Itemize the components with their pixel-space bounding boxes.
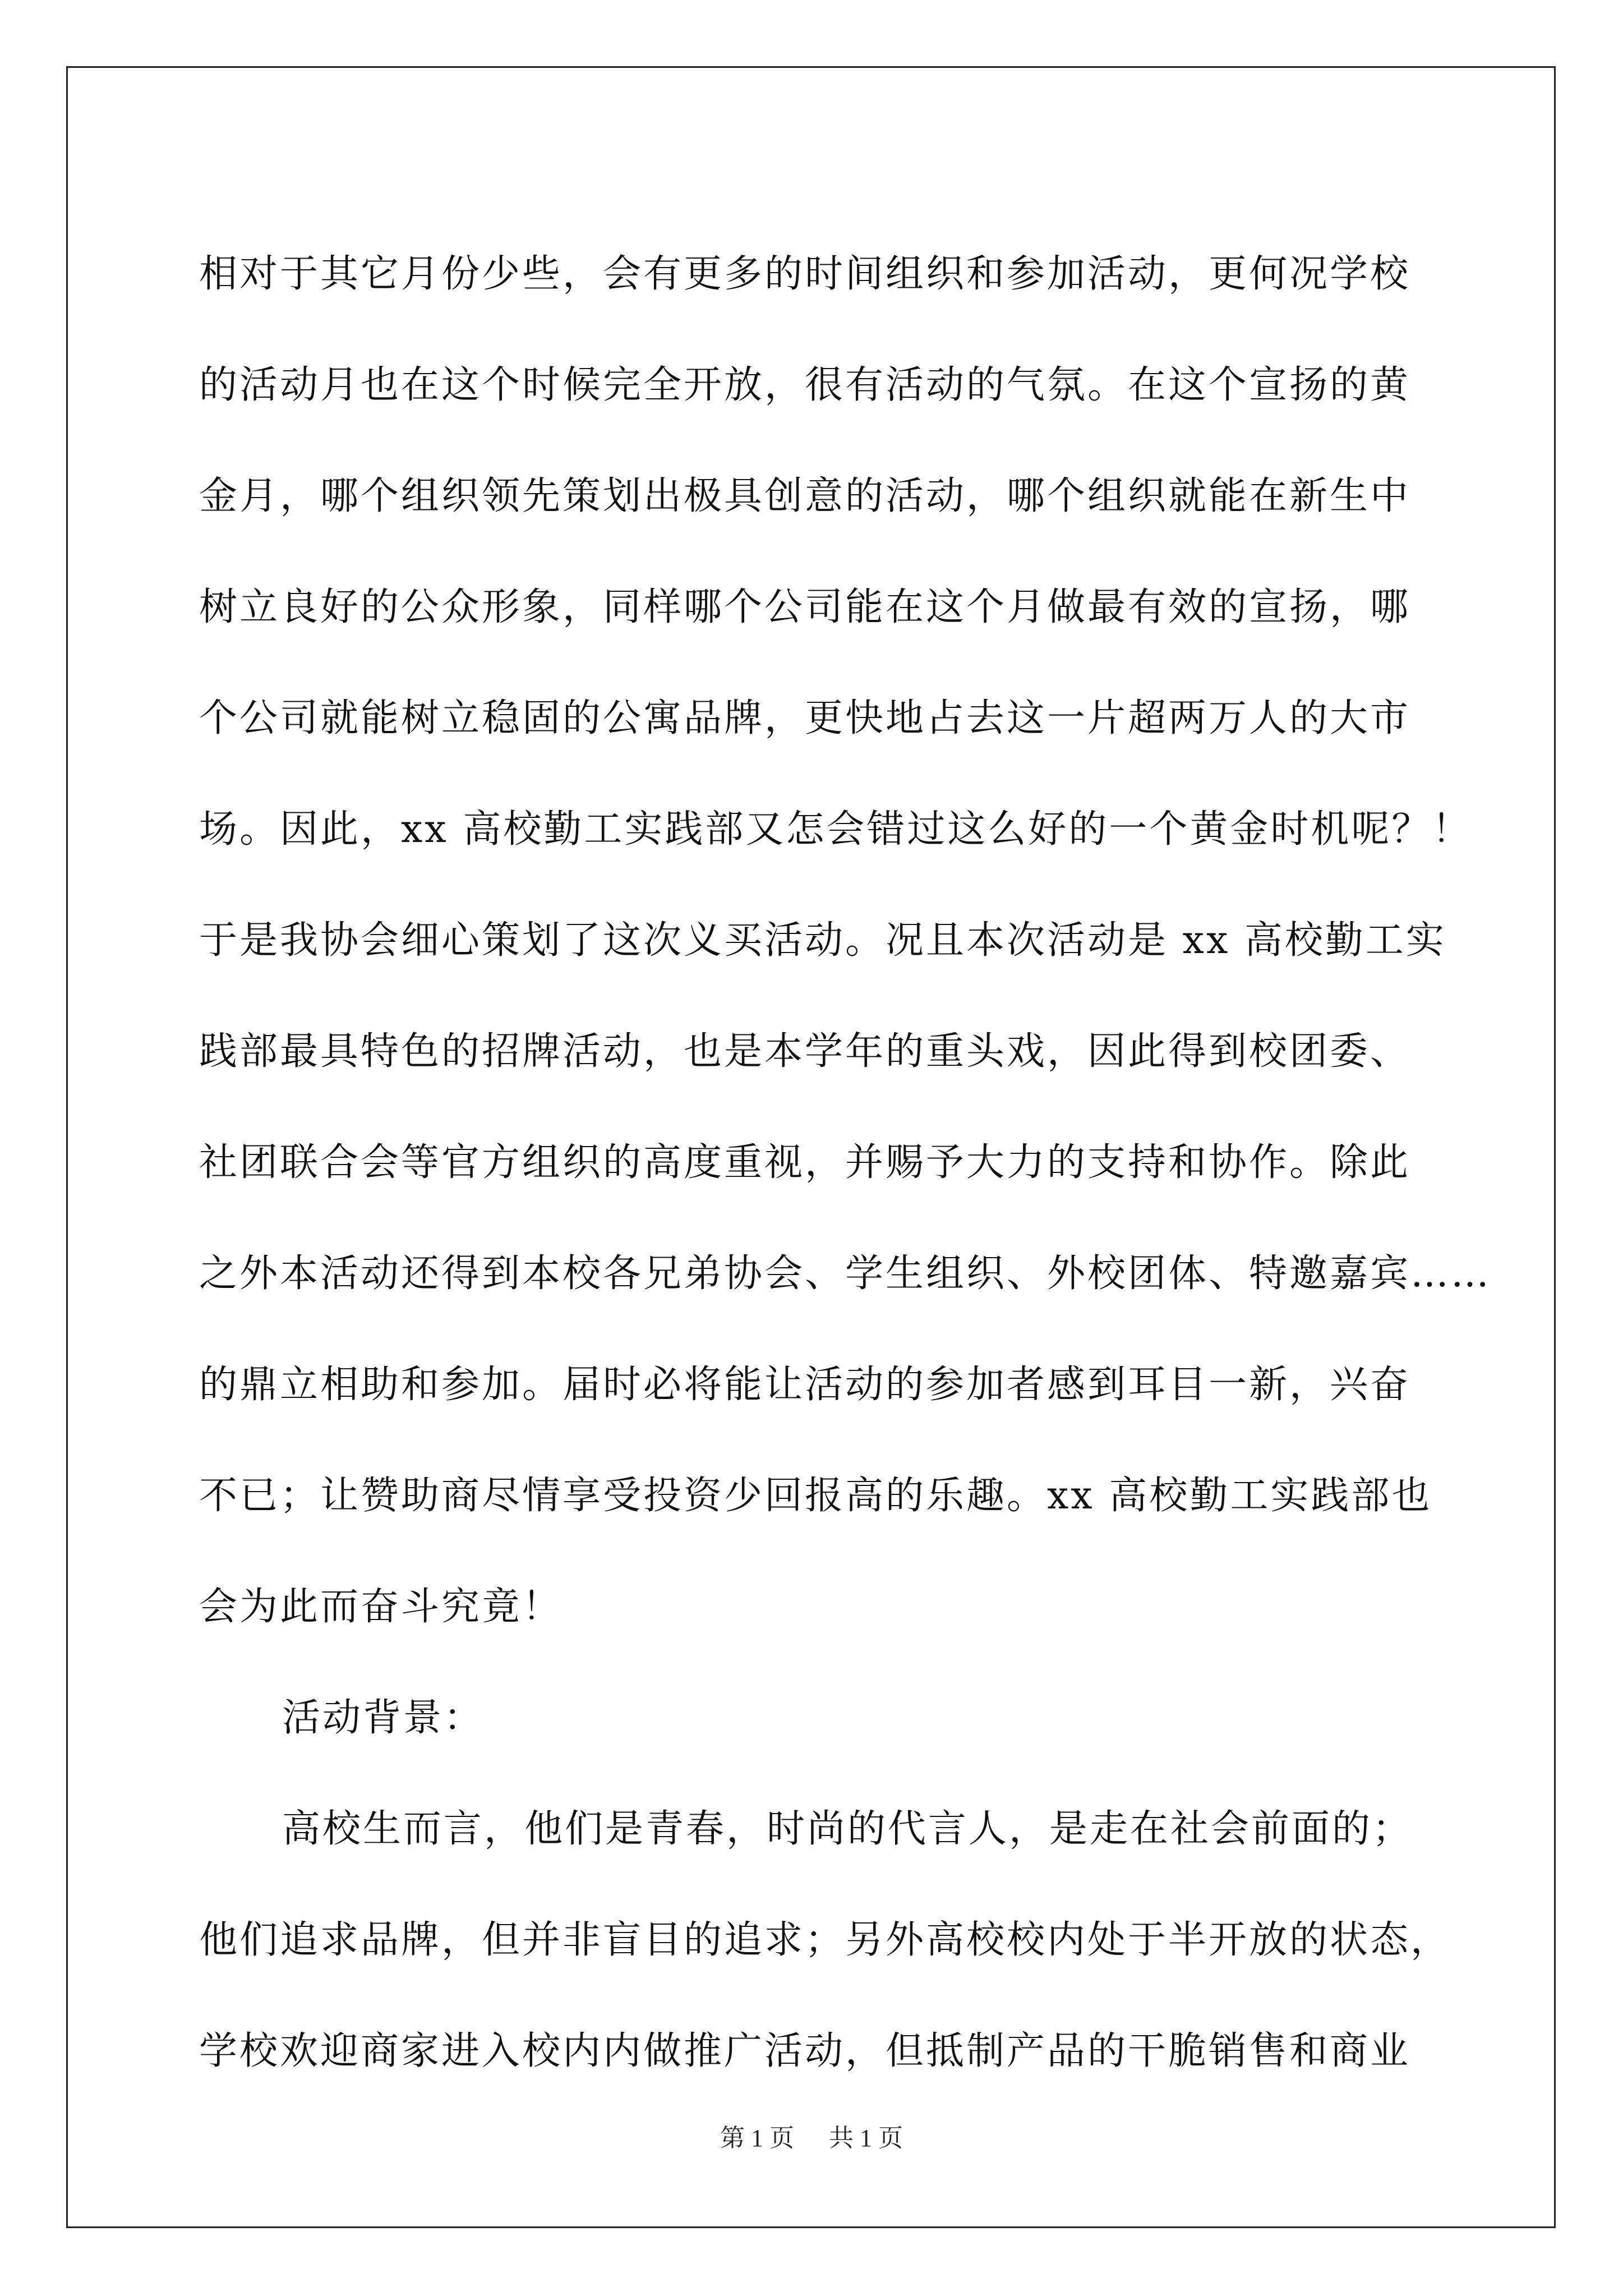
page-footer — [0, 2118, 1623, 2154]
page-number: 第 1 页 — [720, 2124, 794, 2152]
text-line: 的鼎立相助和参加。届时必将能让活动的参加者感到耳目一新，兴奋 — [199, 1363, 1411, 1407]
document-body — [199, 219, 1492, 2107]
text-line: 他们追求品牌，但并非盲目的追求；另外高校校内处于半开放的状态， — [199, 1918, 1451, 1962]
text-line: 的活动月也在这个时候完全开放，很有活动的气氛。在这个宣扬的黄 — [199, 363, 1411, 407]
text-line: 树立良好的公众形象，同样哪个公司能在这个月做最有效的宣扬，哪 — [199, 585, 1411, 629]
text-line: 学校欢迎商家进入校内内做推广活动，但抵制产品的干脆销售和商业 — [199, 2029, 1411, 2073]
text-line: 个公司就能树立稳固的公寓品牌，更快地占去这一片超两万人的大市 — [199, 696, 1411, 740]
text-line: 不已；让赞助商尽情享受投资少回报高的乐趣。xx 高校勤工实践部也 — [199, 1474, 1432, 1518]
section-heading: 活动背景： — [282, 1696, 485, 1740]
text-line: 金月，哪个组织领先策划出极具创意的活动，哪个组织就能在新生中 — [199, 474, 1411, 518]
text-line: 社团联合会等官方组织的高度重视，并赐予大力的支持和协作。除此 — [199, 1140, 1411, 1185]
text-line: 于是我协会细心策划了这次义买活动。况且本次活动是 xx 高校勤工实 — [199, 918, 1446, 963]
text-line: 相对于其它月份少些，会有更多的时间组织和参加活动，更何况学校 — [199, 252, 1411, 296]
text-line: 会为此而奋斗究竟！ — [199, 1585, 563, 1629]
page-total: 共 1 页 — [829, 2124, 903, 2152]
text-line: 场。因此，xx 高校勤工实践部又怎会错过这么好的一个黄金时机呢？！ — [199, 807, 1473, 852]
text-line: 高校生而言，他们是青春，时尚的代言人，是走在社会前面的； — [282, 1807, 1413, 1851]
text-line: 践部最具特色的招牌活动，也是本学年的重头戏，因此得到校团委、 — [199, 1029, 1411, 1074]
text-line: 之外本活动还得到本校各兄弟协会、学生组织、外校团体、特邀嘉宾…… — [199, 1251, 1492, 1296]
